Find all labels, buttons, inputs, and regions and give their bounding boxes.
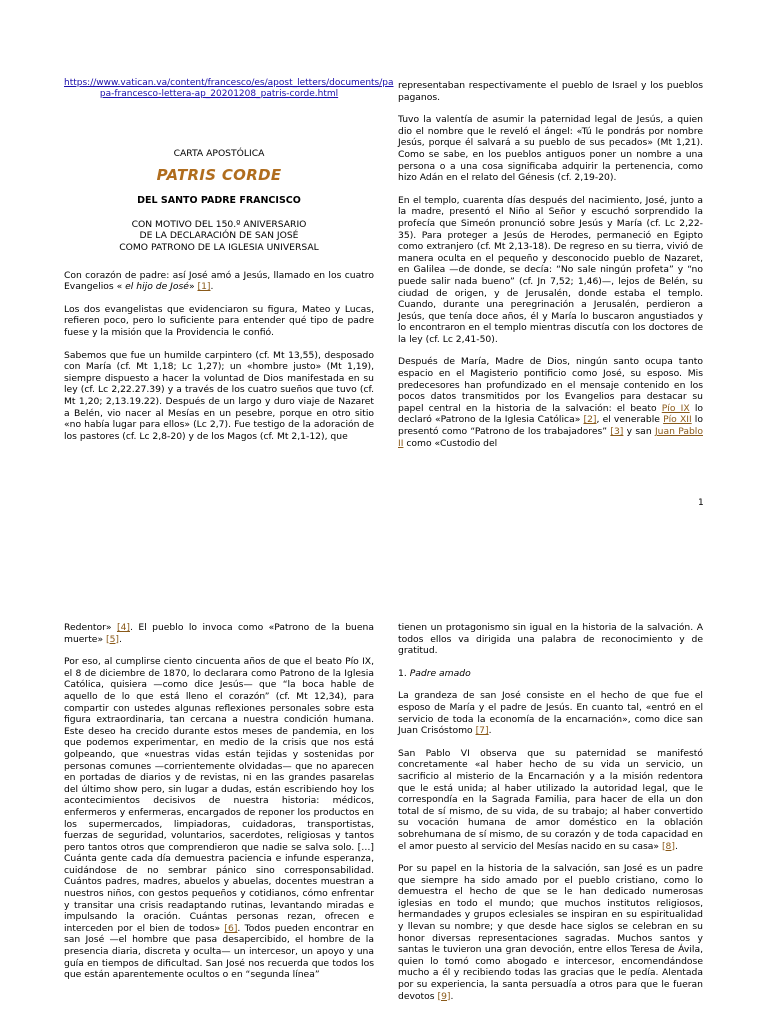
paragraph: Tuvo la valentía de asumir la paternidad legal de Jesús, a quien dio el nombre que le reveló el ángel: «Tú le pondrás por nombre Jesús, porque él salvará a su pueblo de sus pecados» (Mt 1,21). Como se sabe, en los pueblos antiguos poner un nombre a una persona o a una cosa significaba adquirir la pertenencia, como hizo Adán en el relato del Génesis (cf. 2,19-20). (398, 114, 703, 184)
paragraph (398, 690, 703, 736)
footnote-ref-4[interactable]: [4] (116, 622, 130, 633)
page-2-left-column (64, 622, 374, 992)
text: Por su papel en la historia de la salvación, san José es un padre que siempre ha sido amado por el pueblo cristiano, como lo demuestra el hecho de que se le han dedicado numerosas iglesias en todo el mundo; que muchos institutos religiosos, hermandades y grupos eclesiales se inspiran en su espiritualidad y llevan su nombre; y que desde hace siglos se celebran en su honor diversas representaciones sagradas. Muchos santos y santas le tuvieron una gran devoción, entre ellos Teresa de Ávila, quien lo tomó como abogado e intercesor, encomendándose mucho a él y recibiendo todas las gracias que le pedía. Alentada por su experiencia, la santa persuadía a otros para que le fueran devotos (398, 863, 703, 1002)
occasion-line-3: COMO PATRONO DE LA IGLESIA UNIVERSAL (119, 241, 319, 253)
page-number: 1 (698, 498, 704, 508)
document-title: PATRIS CORDE (156, 165, 282, 184)
footnote-ref-6[interactable]: [6] (224, 922, 238, 934)
page-2 (0, 600, 768, 1024)
text: lo presentó como “Patrono de los trabajadores” (398, 414, 703, 438)
page-1-right-column (398, 80, 703, 460)
text: Por eso, al cumplirse ciento cincuenta años de que el beato Pío IX, el 8 de diciembre de 1870, lo declarara como Patrono de la Iglesia Católica, quisiera —como dice Jesús— que “la boca hable de aquello de lo que está lleno el corazón” (cf. Mt 12,34), para compartir con ustedes algunas reflexiones personales sobre esta figura extraordinaria, tan cercana a nuestra condición humana. Este deseo ha crecido durante estos meses de pandemia, en los que podemos experimentar, en medio de la crisis que nos está golpeando, que «nuestras vidas están tejidas y sostenidas por personas comunes —corrientemente olvidadas— que no aparecen en portadas de diarios y de revistas, ni en las grandes pasarelas del último show pero, sin lugar a dudas, están escribiendo hoy los acontecimientos decisivos de nuestra historia: médicos, enfermeros y enfermeras, encargados de reponer los productos en los supermercados, limpiadoras, cuidadoras, transportistas, fuerzas de seguridad, voluntarios, sacerdotes, religiosas y tantos pero tantos otros que comprendieron que nadie se salva solo. […] Cuánta gente cada día demuestra paciencia e infunde esperanza, cuidándose de no sembrar pánico sino corresponsabilidad. Cuántos padres, madres, abuelos y abuelas, docentes muestran a nuestros niños, con gestos pequeños y cotidianos, cómo enfrentar y transitar una crisis readaptando rutinas, levantando miradas e impulsando la oración. Cuántas personas rezan, ofrecen e interceden por el bien de todos» (64, 656, 374, 934)
url-line-2: pa-francesco-lettera-ap_20201208_patris-corde.html (99, 89, 339, 99)
paragraph (64, 622, 374, 645)
text: Después de María, Madre de Dios, ningún santo ocupa tanto espacio en el Magisterio pontificio como José, su esposo. Mis predecesores han profundizado en el mensaje contenido en los pocos datos transmitidos por los Evangelios para destacar su papel central en la historia de la salvación: el beato (398, 356, 703, 414)
section-title: Padre amado (409, 667, 471, 679)
text: San Pablo VI observa que su paternidad se manifestó concretamente «al haber hecho de su vida un servicio, un sacrificio al misterio de la Encarnación y a la misión redentora que le está unida; al haber utilizado la autoridad legal, que le correspondía en la Sagrada Familia, para hacer de ella un don total de sí mismo, de su vida, de su trabajo; al haber convertido su vocación humana de amor doméstico en la oblación sobrehumana de sí mismo, de su corazón y de toda capacidad en el amor puesto al servicio del Mesías nacido en su casa» (398, 747, 703, 852)
paragraph: En el templo, cuarenta días después del nacimiento, José, junto a la madre, presentó el Niño al Señor y escuchó sorprendido la profecía que Simeón pronunció sobre Jesús y María (cf. Lc 2,22-35). Para proteger a Jesús de Herodes, permaneció en Egipto como extranjero (cf. Mt 2,13-18). De regreso en su tierra, vivió de manera oculta en el pequeño y desconocido pueblo de Nazaret, en Galilea —de donde, se decía: “No sale ningún profeta” y “no puede salir nada bueno” (cf. Jn 7,52; 1,46)—, lejos de Belén, su ciudad de origen, y de Jerusalén, donde estaba el templo. Cuando, durante una peregrinación a Jerusalén, perdieron a Jesús, que tenía doce años, él y María lo buscaron angustiados y lo encontraron en el templo mientras discutía con los doctores de la ley (cf. Lc 2,41-50). (398, 194, 703, 345)
footnote-ref-7[interactable]: [7] (475, 725, 489, 737)
text: . (119, 633, 122, 645)
text: , el venerable (596, 414, 664, 426)
footnote-ref-5[interactable]: [5] (106, 633, 120, 645)
text: . (674, 840, 678, 852)
link-pio-ix[interactable]: Pío IX (661, 402, 690, 414)
text: » (188, 281, 198, 293)
document-subtitle: DEL SANTO PADRE FRANCISCO (137, 195, 301, 207)
text: . Todos pueden encontrar en san José —el hombre que pasa desapercibido, el hombre de la presencia diaria, discreta y oculta— un intercesor, un apoyo y una guía en tiempos de dificultad. San José nos recuerda que todos los que están aparentemente ocultos o en “segunda línea” (64, 922, 374, 981)
footnote-ref-9[interactable]: [9] (437, 990, 451, 1002)
occasion-line-2: DE LA DECLARACIÓN DE SAN JOSÉ (139, 230, 299, 242)
text: y san (623, 426, 655, 438)
paragraph (64, 656, 374, 981)
page-2-right-column (398, 622, 703, 1013)
document-occasion (64, 219, 374, 254)
paragraph: tienen un protagonismo sin igual en la historia de la salvación. A todos ellos va dirigida una palabra de reconocimiento y de gratitud. (398, 622, 703, 657)
section-heading (398, 668, 703, 680)
paragraph: Los dos evangelistas que evidenciaron su figura, Mateo y Lucas, refieren poco, pero lo suficiente para entender qué tipo de padre fuese y la misión que la Providencia le confió. (64, 303, 374, 338)
footnote-ref-1[interactable]: [1] (197, 281, 211, 293)
text: lo declaró «Patrono de la Iglesia Católica» (398, 402, 704, 426)
text: Con corazón de padre: así José amó a Jesús, llamado en los cuatro Evangelios « (64, 269, 374, 293)
footnote-ref-3[interactable]: [3] (610, 426, 624, 438)
link-pio-xii[interactable]: Pío XII (663, 414, 692, 426)
text: La grandeza de san José consiste en el hecho de que fue el esposo de María y el padre de Jesús. En cuanto tal, «entró en el servicio de toda la economía de la encarnación», como dice san Juan Crisóstomo (398, 690, 703, 737)
paragraph: representaban respectivamente el pueblo de Israel y los pueblos paganos. (398, 80, 703, 103)
footnote-ref-2[interactable]: [2] (583, 414, 597, 426)
paragraph (398, 356, 703, 449)
footnote-ref-8[interactable]: [8] (661, 840, 675, 852)
text: . El pueblo lo invoca como «Patrono de la buena muerte» (64, 622, 374, 645)
text: Redentor» (64, 622, 117, 633)
text: como «Custodio del (403, 437, 498, 449)
url-line-1: https://www.vatican.va/content/francesco/es/apost_letters/documents/pa (64, 78, 394, 88)
paragraph: Sabemos que fue un humilde carpintero (cf. Mt 13,55), desposado con María (cf. Mt 1,18; Lc 1,27); un «hombre justo» (Mt 1,19), siempre dispuesto a hacer la voluntad de Dios manifestada en su ley (cf. Lc 2,22.27.39) y a través de los cuatro sueños que tuvo (cf. Mt 1,20; 2,13.19.22). Después de un largo y duro viaje de Nazaret a Belén, vio nacer al Mesías en un pesebre, porque en otro sitio «no había lugar para ellos» (Lc 2,7). Fue testigo de la adoración de los pastores (cf. Lc 2,8-20) y de los Magos (cf. Mt 2,1-12), que (64, 349, 374, 442)
source-url-link[interactable] (64, 78, 394, 100)
occasion-line-1: CON MOTIVO DEL 150.º ANIVERSARIO (131, 218, 307, 230)
text: . (488, 725, 492, 737)
text: . (450, 990, 454, 1002)
paragraph (398, 863, 703, 1002)
page-1-left-column (64, 78, 394, 453)
link-juan-pablo-ii[interactable]: Juan Pablo II (398, 426, 703, 449)
paragraph (398, 748, 703, 852)
text: el hijo de José (125, 281, 189, 293)
section-number: 1. (398, 667, 410, 679)
page-separator (0, 560, 768, 600)
text: . (210, 281, 214, 293)
document-type: CARTA APOSTÓLICA (173, 148, 265, 159)
paragraph (64, 270, 374, 293)
